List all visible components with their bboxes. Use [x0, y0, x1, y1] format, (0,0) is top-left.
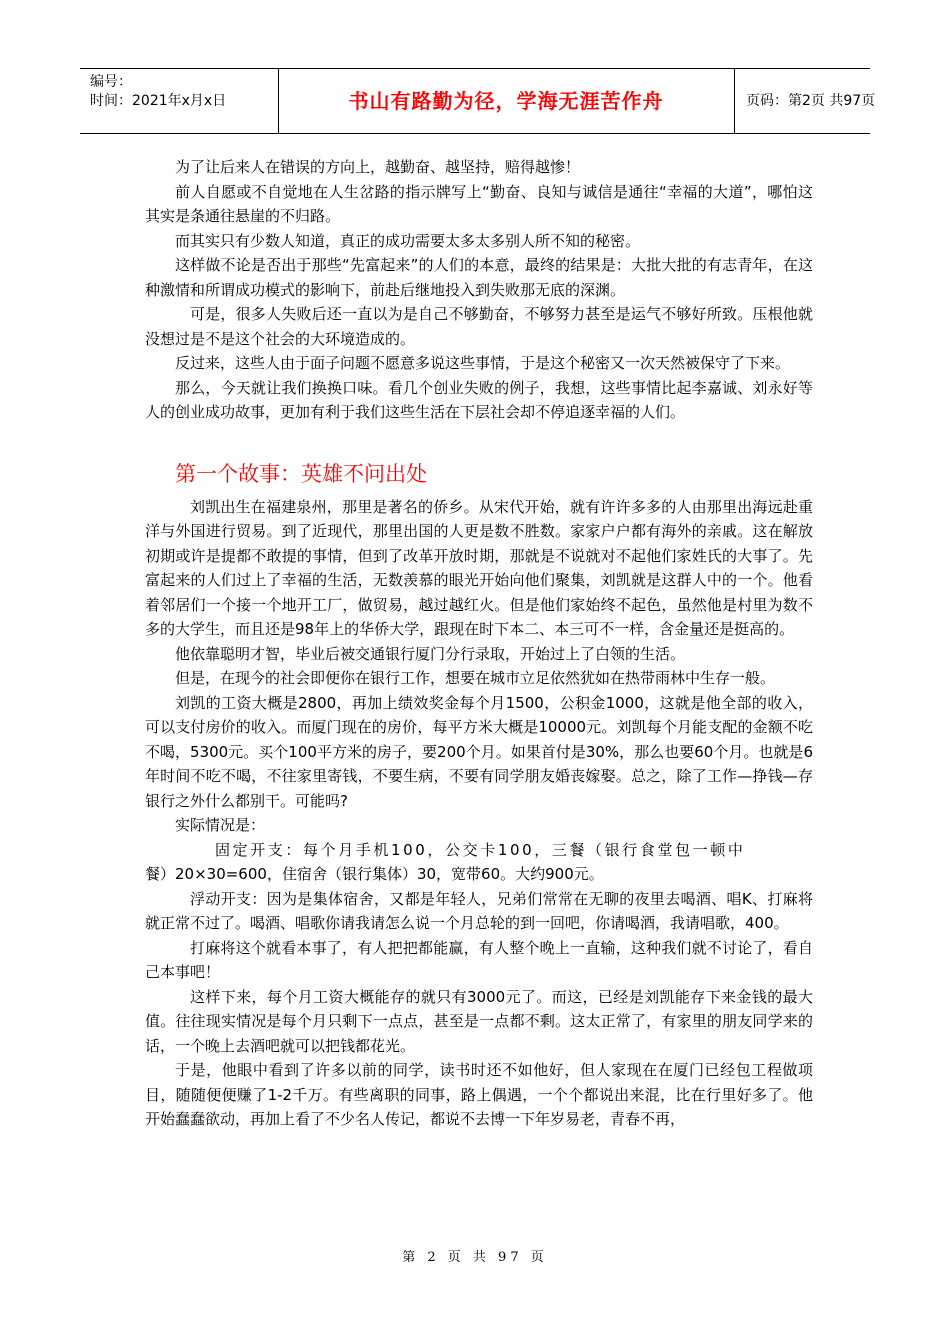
paragraph: 为了让后来人在错误的方向上，越勤奋、越坚持，赔得越惨！	[175, 158, 581, 176]
paragraph: 而其实只有少数人知道，真正的成功需要太多太多别人所不知的秘密。	[175, 231, 641, 250]
paragraph: 这样做不论是否出于那些“先富起来”的人们的本意，最终的结果是：大批大批的有志青年，在这种激情和所谓成功模式的影响下，前赴后继地投入到失败那无底的深渊。	[145, 256, 813, 299]
paragraph: 刘凯出生在福建泉州，那里是著名的侨乡。从宋代开始，就有许许多多的人由那里出海远赴重洋与外国进行贸易。到了近现代，那里出国的人更是数不胜数。家家户户都有海外的亲戚。这在解放初期或许是提都不敢提的事情，但到了改革开放时期，那就是不说就对不起他们家姓氏的大事了。先富起来的人们过上了幸福的生活，无数羡慕的眼光开始向他们聚集，刘凯就是这群人中的一个。他看着邻居们一个接一个地开工厂，做贸易，越过越红火。但是他们家始终不起色，虽然他是村里为数不多的大学生，而且还是98年上的华侨大学，跟现在时下本二、本三可不一样，含金量还是挺高的。	[145, 497, 813, 638]
paragraph: 他依靠聪明才智，毕业后被交通银行厦门分行录取，开始过上了白领的生活。	[175, 644, 686, 663]
story-heading: 第一个故事：英雄不问出处	[175, 461, 427, 486]
paragraph: 这样下来，每个月工资大概能存的就只有3000元了。而这，已经是刘凯能存下来金钱的最大值。往往现实情况是每个月只剩下一点点，甚至是一点都不剩。这太正常了，有家里的朋友同学来的话，一个晚上去酒吧就可以把钱都花光。	[145, 987, 813, 1055]
header-motto: 书山有路勤为径，学海无涯苦作舟	[278, 69, 735, 133]
paragraph: 前人自愿或不自觉地在人生岔路的指示牌写上“勤奋、良知与诚信是通往“幸福的大道”，哪怕这其实是条通往悬崖的不归路。	[145, 182, 813, 225]
paragraph: 那么，今天就让我们换换口味。看几个创业失败的例子，我想，这些事情比起李嘉诚、刘永好等人的创业成功故事，更加有利于我们这些生活在下层社会却不停追逐幸福的人们。	[145, 378, 813, 421]
paragraph: 实际情况是：	[175, 816, 266, 834]
paragraph: 刘凯的工资大概是2800，再加上绩效奖金每个月1500，公积金1000，这就是他全部的收入，可以支付房价的收入。而厦门现在的房价，每平方米大概是10000元。刘凯每个月能支配的金额不吃不喝，5300元。买个100平方米的房子，要200个月。如果首付是30%，那么也要60个月。也就是6年时间不吃不喝，不往家里寄钱，不要生病，不要有同学朋友婚丧嫁娶。总之，除了工作—挣钱—存银行之外什么都别干。可能吗?	[145, 693, 813, 810]
paragraph: 餐）20×30=600，住宿舍（银行集体）30，宽带60。大约900元。	[145, 865, 604, 883]
page-footer: 第 2 页 共 97 页	[402, 1250, 548, 1265]
time-label: 时间：2021年x月x日	[90, 93, 227, 109]
header-page-info: 页码：第2页 共97页	[746, 93, 876, 109]
paragraph: 反过来，这些人由于面子问题不愿意多说这些事情，于是这个秘密又一次天然被保守了下来。	[175, 354, 791, 372]
paragraph: 可是，很多人失败后还一直以为是自己不够勤奋，不够努力甚至是运气不够好所致。压根他就没想过是不是这个社会的大环境造成的。	[145, 305, 813, 348]
number-label: 编号：	[90, 74, 132, 90]
document-body	[145, 155, 813, 1132]
paragraph: 浮动开支：因为是集体宿舍，又都是年轻人，兄弟们常常在无聊的夜里去喝酒、唱K、打麻将就正常不过了。喝酒、唱歌你请我请怎么说一个月总轮的到一回吧，你请喝酒，我请唱歌，400。	[145, 889, 813, 932]
paragraph: 于是，他眼中看到了许多以前的同学，读书时还不如他好，但人家现在在厦门已经包工程做项目，随随便便赚了1-2千万。有些离职的同事，路上偶遇，一个个都说出来混，比在行里好多了。他开始蠢蠢欲动，再加上看了不少名人传记，都说不去博一下年岁易老，青春不再，	[145, 1061, 813, 1128]
header-meta	[80, 69, 279, 133]
paragraph: 固定开支：每个月手机100，公交卡100，三餐（银行食堂包一顿中	[215, 840, 746, 859]
page-header	[80, 68, 876, 134]
paragraph: 打麻将这个就看本事了，有人把把都能赢，有人整个晚上一直输，这种我们就不讨论了，看自己本事吧！	[145, 938, 813, 981]
paragraph: 但是，在现今的社会即便你在银行工作，想要在城市立足依然犹如在热带雨林中生存一般。	[175, 669, 776, 687]
